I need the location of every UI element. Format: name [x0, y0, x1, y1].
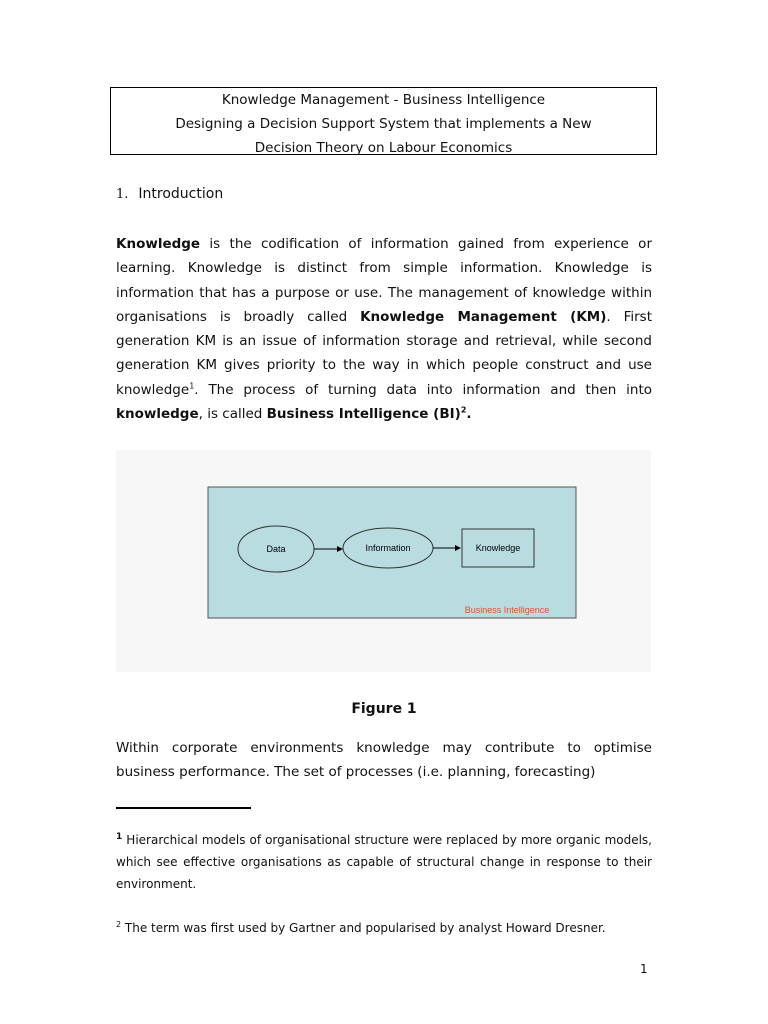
title-line-1: Knowledge Management - Business Intelligence: [221, 92, 546, 108]
footnote-1-text: Hierarchical models of organisational structure were replaced by more organic models, which see effective organisations as capable of structural change in response to their environment.: [116, 833, 652, 891]
information-node-label: Information: [365, 543, 411, 553]
term-bi: Business Intelligence (BI): [266, 406, 461, 423]
footnote-2: [116, 917, 652, 939]
footnote-1: [116, 829, 652, 895]
paragraph-2: Within corporate environments knowledge may contribute to optimise business performance. The set of processes (i.e. planning, forecasting): [116, 740, 652, 781]
diagram-svg: [116, 450, 651, 672]
text-run: . First generation KM is an issue of information storage and retrieval, while second generation KM gives priority to the way in which people construct and use knowledge: [116, 308, 652, 398]
footnote-ref-1: 1: [189, 381, 195, 391]
term-knowledge-2: knowledge: [116, 406, 199, 423]
section-number: 1.: [116, 187, 129, 202]
data-node-label: Data: [266, 544, 286, 554]
title-line-2: Designing a Decision Support System that implements a New: [175, 116, 592, 132]
section-heading: [116, 186, 223, 202]
page-number: 1: [640, 962, 648, 976]
footnote-2-mark: 2: [116, 920, 122, 929]
text-run: .: [466, 406, 472, 423]
text-run: is the codification of information gained from experience or learning. Knowledge is distinct from simple information. Knowledge is information that has a purpose or use. The management of knowledge within organisations is broadly called: [116, 236, 652, 325]
document-title-box: [110, 87, 657, 155]
figure-caption: Figure 1: [351, 701, 417, 717]
footnote-ref-2: 2: [460, 405, 467, 415]
title-line-3: Decision Theory on Labour Economics: [254, 140, 513, 156]
term-knowledge: Knowledge: [116, 236, 201, 252]
figure-bi-diagram: [116, 450, 651, 672]
business-intelligence-label: Business Intelligence: [464, 605, 550, 615]
knowledge-node-label: Knowledge: [475, 543, 521, 553]
intro-paragraph: [116, 232, 652, 426]
term-km: Knowledge Management (KM): [360, 308, 607, 325]
footnote-1-mark: 1: [116, 832, 123, 842]
text-run: , is called: [198, 406, 267, 423]
text-run: . The process of turning data into information and then into: [194, 381, 652, 398]
footnote-2-text: The term was first used by Gartner and popularised by analyst Howard Dresner.: [121, 921, 606, 935]
section-title: Introduction: [138, 186, 224, 202]
footnote-separator: [116, 807, 251, 809]
